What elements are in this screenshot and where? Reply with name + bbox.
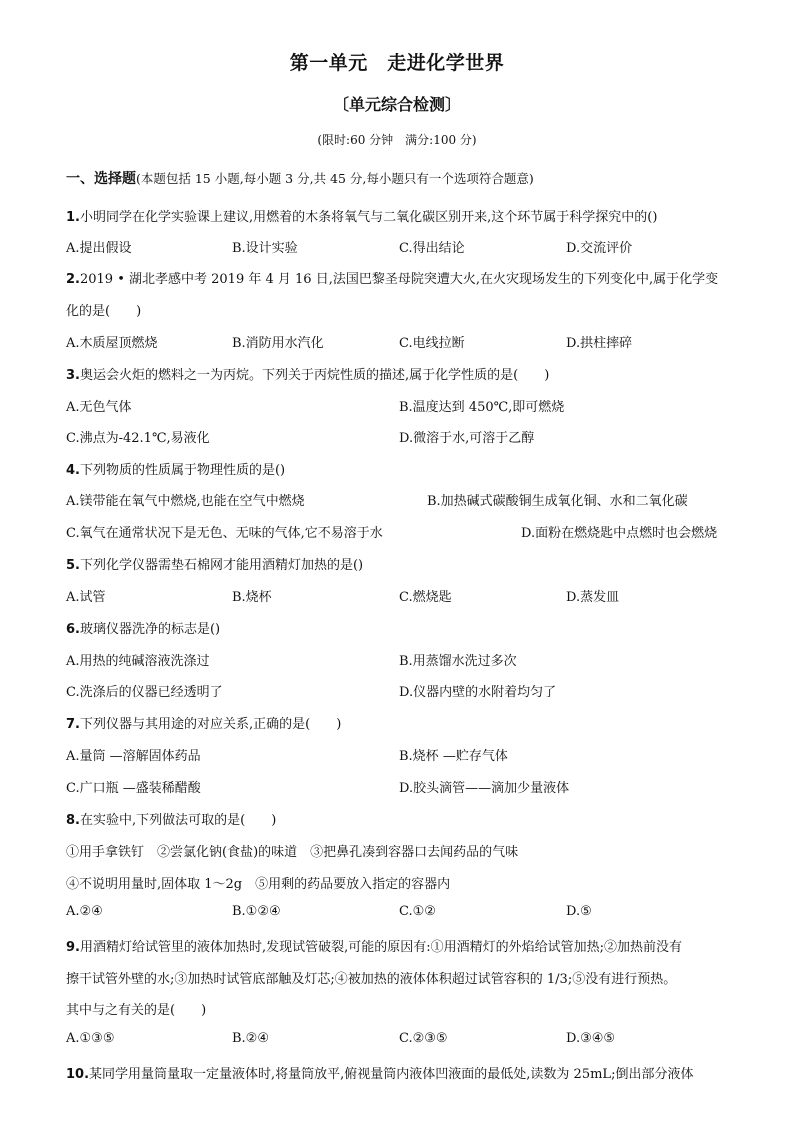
question-text-continued: ④不说明用量时,固体取 1～2g ⑤用剩的药品要放入指定的容器内 — [66, 877, 451, 892]
question-number: 10. — [66, 1067, 90, 1082]
question-number: 1. — [66, 210, 80, 225]
options-row — [66, 427, 746, 447]
question-text: 某同学用量筒量取一定量液体时,将量筒放平,俯视量筒内液体凹液面的最低处,读数为 25mL;倒出部分液体 — [89, 1067, 694, 1082]
option-a: A.提出假设 — [66, 241, 132, 256]
option-d: D.交流评价 — [566, 241, 633, 256]
option-c: C.广口瓶 —盛装稀醋酸 — [66, 781, 201, 796]
option-b: B.①②④ — [232, 904, 281, 919]
question-7 — [66, 713, 341, 732]
question-5 — [66, 554, 363, 573]
option-a: A.镁带能在氧气中燃烧,也能在空气中燃烧 — [66, 494, 305, 509]
page-title: 第一单元 走进化学世界 — [289, 52, 505, 74]
option-a: A.②④ — [66, 904, 103, 919]
section-title: 一、选择题 — [66, 171, 136, 187]
question-number: 9. — [66, 940, 80, 955]
question-number: 8. — [66, 813, 80, 828]
question-text-continued: 化的是( ) — [66, 304, 142, 319]
question-text: 2019 • 湖北孝感中考 2019 年 4 月 16 日,法国巴黎圣母院突遭大火,在火灾现场发生的下列变化中,属于化学变 — [79, 272, 719, 287]
question-4 — [66, 459, 285, 478]
question-number: 5. — [66, 558, 80, 573]
question-text: 在实验中,下列做法可取的是( ) — [79, 813, 277, 828]
option-a: A.量筒 —溶解固体药品 — [66, 749, 201, 764]
option-a: A.①③⑤ — [66, 1031, 115, 1046]
option-c: C.燃烧匙 — [399, 590, 452, 605]
section-description: (本题包括 15 小题,每小题 3 分,共 45 分,每小题只有一个选项符合题意) — [136, 171, 534, 186]
option-b: B.烧杯 —贮存气体 — [399, 749, 508, 764]
option-d: D.拱柱摔碎 — [566, 336, 633, 351]
options-row — [66, 1031, 746, 1051]
options-row — [66, 777, 746, 797]
option-d: D.⑤ — [566, 904, 592, 919]
option-d: D.蒸发皿 — [566, 590, 620, 605]
option-b: B.加热碱式碳酸铜生成氧化铜、水和二氧化碳 — [427, 494, 688, 509]
option-b: B.设计实验 — [232, 241, 298, 256]
options-row — [66, 237, 746, 257]
question-8 — [66, 809, 276, 828]
option-c: C.氧气在通常状况下是无色、无味的气体,它不易溶于水 — [66, 526, 383, 541]
question-text: 下列化学仪器需垫石棉网才能用酒精灯加热的是() — [79, 558, 364, 573]
option-d: D.③④⑤ — [566, 1031, 616, 1046]
question-10 — [66, 1063, 693, 1082]
time-score-limit: (限时:60 分钟 满分:100 分) — [317, 133, 477, 147]
option-a: A.木质屋顶燃烧 — [66, 336, 158, 351]
option-c: C.得出结论 — [399, 241, 465, 256]
options-row — [66, 586, 746, 606]
section-heading — [66, 168, 534, 188]
page-subtitle: 〔单元综合检测〕 — [332, 95, 461, 114]
options-row — [66, 396, 746, 416]
options-row — [66, 522, 746, 542]
question-text: 下列仪器与其用途的对应关系,正确的是( ) — [79, 717, 342, 732]
option-a: A.无色气体 — [66, 400, 132, 415]
option-b: B.用蒸馏水洗过多次 — [399, 654, 517, 669]
question-number: 2. — [66, 272, 80, 287]
question-2 — [66, 268, 718, 287]
option-d: D.面粉在燃烧匙中点燃时也会燃烧 — [521, 526, 718, 541]
options-row — [66, 490, 746, 510]
question-text-continued: 擦干试管外壁的水;③加热时试管底部触及灯芯;④被加热的液体体积超过试管容积的 1/3;⑤没有进行预热。 — [66, 972, 677, 987]
option-d: D.微溶于水,可溶于乙醇 — [399, 431, 535, 446]
question-number: 7. — [66, 717, 80, 732]
option-c: C.电线拉断 — [399, 336, 465, 351]
question-number: 4. — [66, 463, 80, 478]
option-b: B.温度达到 450℃,即可燃烧 — [399, 400, 565, 415]
option-a: A.用热的纯碱溶液洗涤过 — [66, 654, 210, 669]
question-9 — [66, 936, 682, 955]
question-text-continued: ①用手拿铁钉 ②尝氯化钠(食盐)的味道 ③把鼻孔凑到容器口去闻药品的气味 — [66, 845, 519, 860]
option-a: A.试管 — [66, 590, 106, 605]
option-c: C.沸点为-42.1℃,易液化 — [66, 431, 210, 446]
question-text: 用酒精灯给试管里的液体加热时,发现试管破裂,可能的原因有:①用酒精灯的外焰给试管加热;②加热前没有 — [79, 940, 683, 955]
question-number: 3. — [66, 368, 80, 383]
question-3 — [66, 364, 549, 383]
question-number: 6. — [66, 622, 80, 637]
question-text: 下列物质的性质属于物理性质的是() — [79, 463, 286, 478]
question-1 — [66, 206, 657, 225]
option-c: C.②③⑤ — [399, 1031, 448, 1046]
question-text: 小明同学在化学实验课上建议,用燃着的木条将氧气与二氧化碳区别开来,这个环节属于科学探究中的() — [79, 210, 658, 225]
options-row — [66, 650, 746, 670]
options-row — [66, 681, 746, 701]
options-row — [66, 332, 746, 352]
options-row — [66, 745, 746, 765]
question-text-continued: 其中与之有关的是( ) — [66, 1003, 207, 1018]
option-b: B.消防用水汽化 — [232, 336, 324, 351]
option-b: B.烧杯 — [232, 590, 272, 605]
options-row — [66, 904, 746, 924]
option-c: C.洗涤后的仪器已经透明了 — [66, 685, 223, 700]
question-text: 玻璃仪器洗净的标志是() — [79, 622, 221, 637]
question-text: 奥运会火炬的燃料之一为丙烷。下列关于丙烷性质的描述,属于化学性质的是( ) — [79, 368, 550, 383]
option-d: D.仪器内壁的水附着均匀了 — [399, 685, 557, 700]
question-6 — [66, 618, 220, 637]
option-c: C.①② — [399, 904, 436, 919]
option-d: D.胶头滴管——滴加少量液体 — [399, 781, 570, 796]
option-b: B.②④ — [232, 1031, 269, 1046]
